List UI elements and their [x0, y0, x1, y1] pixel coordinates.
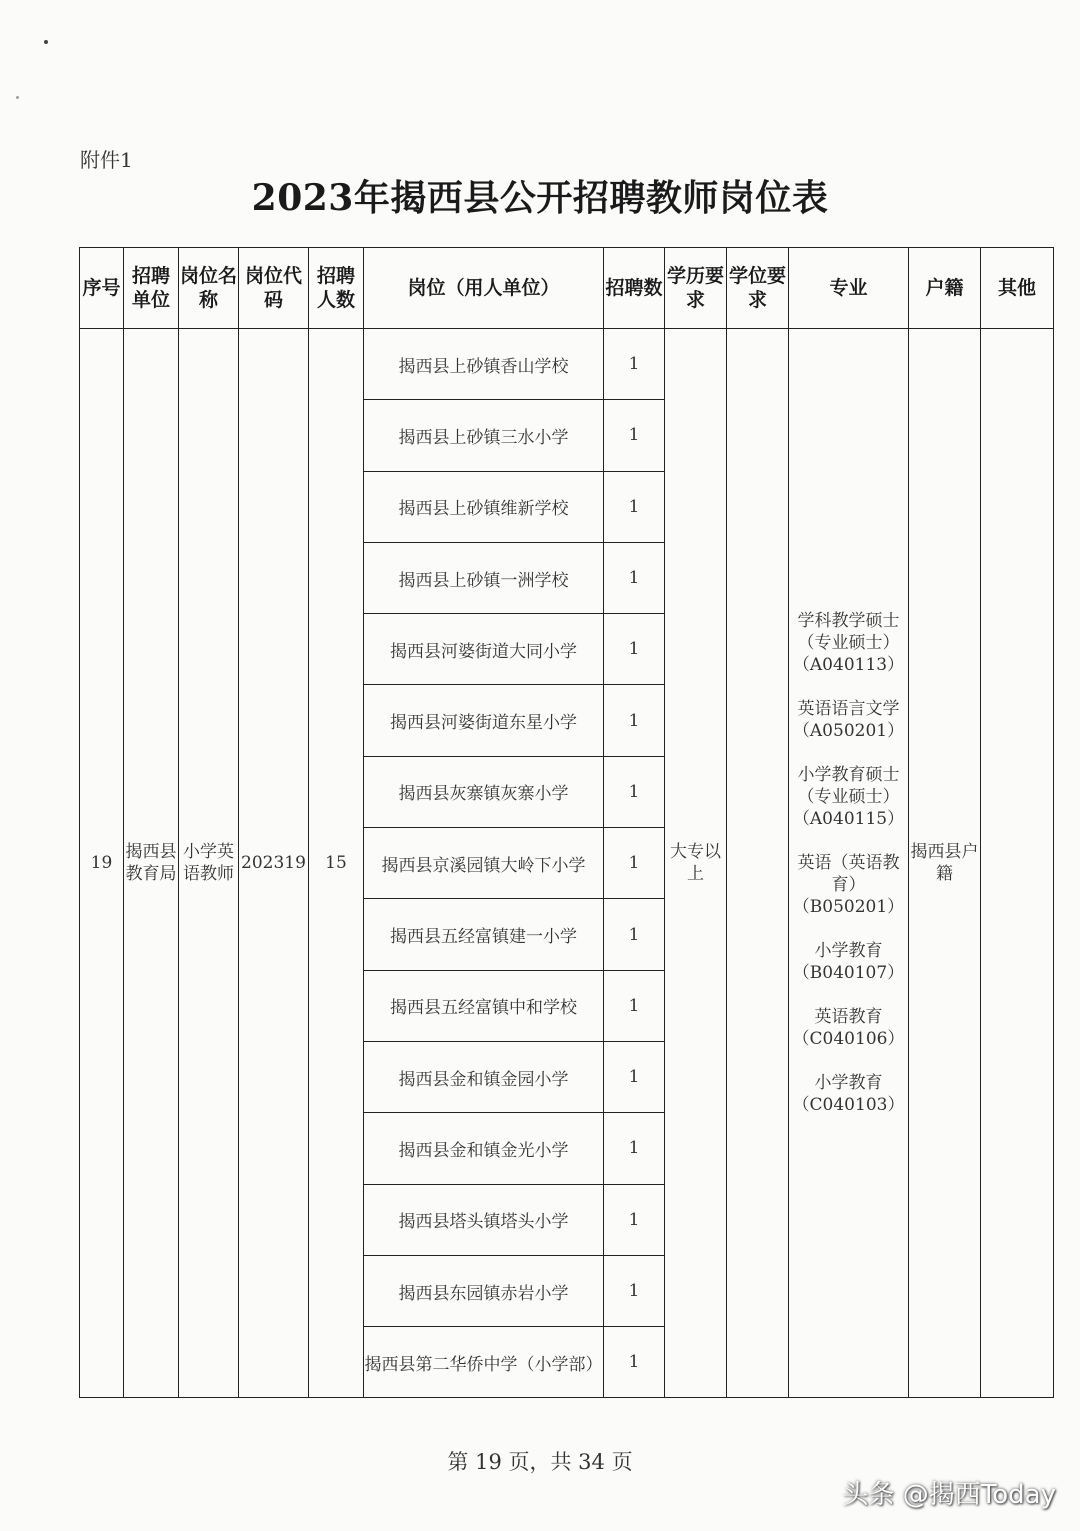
- employer-cell: 揭西县上砂镇维新学校: [364, 471, 604, 542]
- employer-cell: 揭西县灰寨镇灰寨小学: [364, 756, 604, 827]
- employer-cell: 揭西县河婆街道东星小学: [364, 685, 604, 756]
- count-cell: 1: [604, 329, 665, 400]
- major-item: 英语教育（C040106）: [792, 1007, 905, 1050]
- count-cell: 1: [604, 1327, 665, 1398]
- seq-cell: 19: [80, 329, 124, 1398]
- employer-cell: 揭西县上砂镇三水小学: [364, 400, 604, 471]
- majors-cell: [789, 329, 909, 1398]
- header-cell: 学位要求: [727, 248, 789, 329]
- header-cell: 岗位代码: [239, 248, 309, 329]
- hukou-cell: 揭西县户籍: [909, 329, 981, 1398]
- count-cell: 1: [604, 1255, 665, 1326]
- count-cell: 1: [604, 756, 665, 827]
- employer-cell: 揭西县上砂镇一洲学校: [364, 542, 604, 613]
- employer-cell: 揭西县东园镇赤岩小学: [364, 1255, 604, 1326]
- total-cell: 15: [309, 329, 364, 1398]
- major-item: 英语语言文学（A050201）: [792, 699, 905, 742]
- post-code-cell: 202319: [239, 329, 309, 1398]
- employer-cell: 揭西县塔头镇塔头小学: [364, 1184, 604, 1255]
- count-cell: 1: [604, 471, 665, 542]
- major-item: 小学教育硕士（专业硕士）（A040115）: [792, 765, 905, 830]
- count-cell: 1: [604, 1041, 665, 1112]
- page-footer: 第 19 页，共 34 页: [447, 1450, 633, 1474]
- attachment-label: 附件1: [80, 148, 133, 172]
- recruitment-table: [79, 247, 1054, 1398]
- count-cell: 1: [604, 1113, 665, 1184]
- employer-cell: 揭西县金和镇金园小学: [364, 1041, 604, 1112]
- count-cell: 1: [604, 614, 665, 685]
- major-item: 小学教育（B040107）: [792, 941, 905, 984]
- employer-cell: 揭西县五经富镇中和学校: [364, 970, 604, 1041]
- count-cell: 1: [604, 542, 665, 613]
- major-item: 学科教学硕士（专业硕士）（A040113）: [792, 611, 905, 676]
- header-cell: 户籍: [909, 248, 981, 329]
- header-cell: 学历要求: [665, 248, 727, 329]
- employer-cell: 揭西县京溪园镇大岭下小学: [364, 828, 604, 899]
- header-cell: 招聘人数: [309, 248, 364, 329]
- page-title: 2023年揭西县公开招聘教师岗位表: [251, 177, 829, 219]
- header-cell: 其他: [981, 248, 1054, 329]
- count-cell: 1: [604, 899, 665, 970]
- header-cell: 序号: [80, 248, 124, 329]
- header-row: [80, 248, 1054, 329]
- header-cell: 专业: [789, 248, 909, 329]
- header-cell: 招聘数: [604, 248, 665, 329]
- education-cell: 大专以上: [665, 329, 727, 1398]
- table-row: [80, 329, 1054, 400]
- employer-cell: 揭西县第二华侨中学（小学部）: [364, 1327, 604, 1398]
- header-cell: 岗位名称: [179, 248, 239, 329]
- employer-cell: 揭西县五经富镇建一小学: [364, 899, 604, 970]
- scan-speck: [16, 96, 19, 99]
- employer-cell: 揭西县金和镇金光小学: [364, 1113, 604, 1184]
- count-cell: 1: [604, 970, 665, 1041]
- other-cell: [981, 329, 1054, 1398]
- post-name-cell: 小学英语教师: [179, 329, 239, 1398]
- employer-cell: 揭西县上砂镇香山学校: [364, 329, 604, 400]
- scan-speck: [44, 40, 48, 44]
- watermark: 头条 @揭西Today: [842, 1480, 1056, 1510]
- header-cell: 岗位（用人单位）: [364, 248, 604, 329]
- count-cell: 1: [604, 685, 665, 756]
- employer-cell: 揭西县河婆街道大同小学: [364, 614, 604, 685]
- major-item: 英语（英语教育）（B050201）: [792, 853, 905, 918]
- unit-cell: 揭西县教育局: [124, 329, 179, 1398]
- count-cell: 1: [604, 1184, 665, 1255]
- count-cell: 1: [604, 828, 665, 899]
- degree-cell: [727, 329, 789, 1398]
- major-item: 小学教育（C040103）: [792, 1073, 905, 1116]
- count-cell: 1: [604, 400, 665, 471]
- header-cell: 招聘单位: [124, 248, 179, 329]
